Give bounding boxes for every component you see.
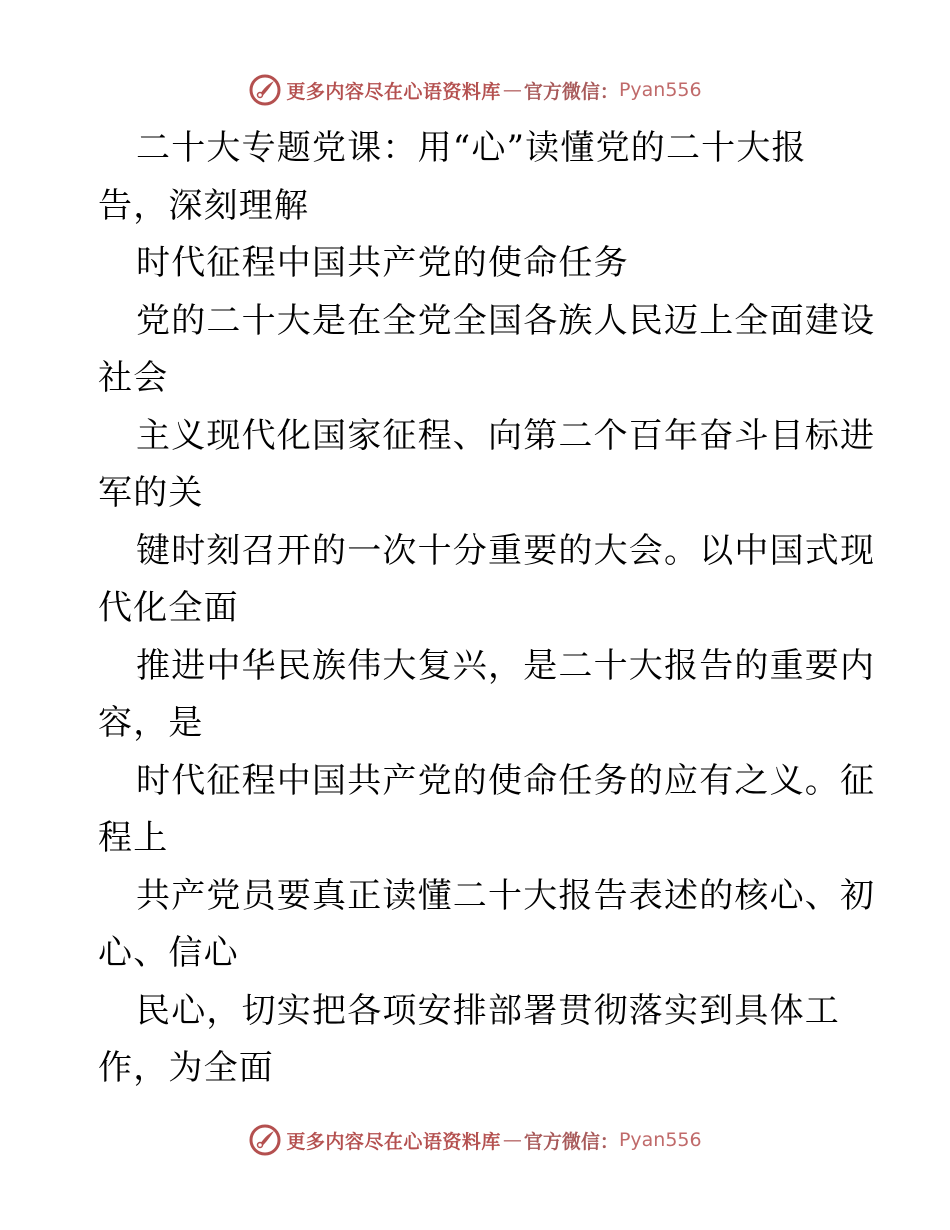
text-line: 容，是 <box>98 703 204 743</box>
banner-official-label: 官方微信： <box>523 1130 619 1153</box>
quill-logo-icon <box>248 1123 282 1157</box>
banner-dash: — <box>502 1129 522 1151</box>
text-line: 时代征程中国共产党的使命任务的应有之义。征 <box>136 760 876 801</box>
text-line: 党的二十大是在全党全国各族人民迈上全面建设 <box>136 300 876 341</box>
text-line: 社会 <box>98 358 169 398</box>
quill-logo-icon <box>248 73 282 107</box>
banner-main-text: 更多内容尽在心语资料库 <box>286 1130 501 1153</box>
header-watermark-banner <box>0 70 950 110</box>
footer-watermark-banner <box>0 1120 950 1160</box>
banner-wechat-id: Pyan556 <box>618 79 702 101</box>
text-line: 二十大专题党课：用“心”读懂党的二十大报 <box>136 128 807 168</box>
text-line: 键时刻召开的一次十分重要的大会。以中国式现 <box>136 530 876 571</box>
text-line: 时代征程中国共产党的使命任务 <box>136 243 629 283</box>
text-line: 代化全面 <box>98 588 239 628</box>
text-line: 军的关 <box>98 473 204 513</box>
banner-dash: — <box>502 79 522 101</box>
banner-official-label: 官方微信： <box>523 80 619 103</box>
banner-wechat-id: Pyan556 <box>618 1129 702 1151</box>
text-line: 作，为全面 <box>98 1048 274 1088</box>
text-line: 心、信心 <box>98 933 239 973</box>
document-body <box>98 120 888 1098</box>
text-line: 推进中华民族伟大复兴，是二十大报告的重要内 <box>136 645 876 686</box>
text-line: 共产党员要真正读懂二十大报告表述的核心、初 <box>136 875 876 916</box>
text-line: 程上 <box>98 818 169 858</box>
text-line: 民心，切实把各项安排部署贯彻落实到具体工 <box>136 990 840 1031</box>
text-line: 主义现代化国家征程、向第二个百年奋斗目标进 <box>136 415 876 456</box>
banner-main-text: 更多内容尽在心语资料库 <box>286 80 501 103</box>
text-line: 告，深刻理解 <box>98 185 310 226</box>
